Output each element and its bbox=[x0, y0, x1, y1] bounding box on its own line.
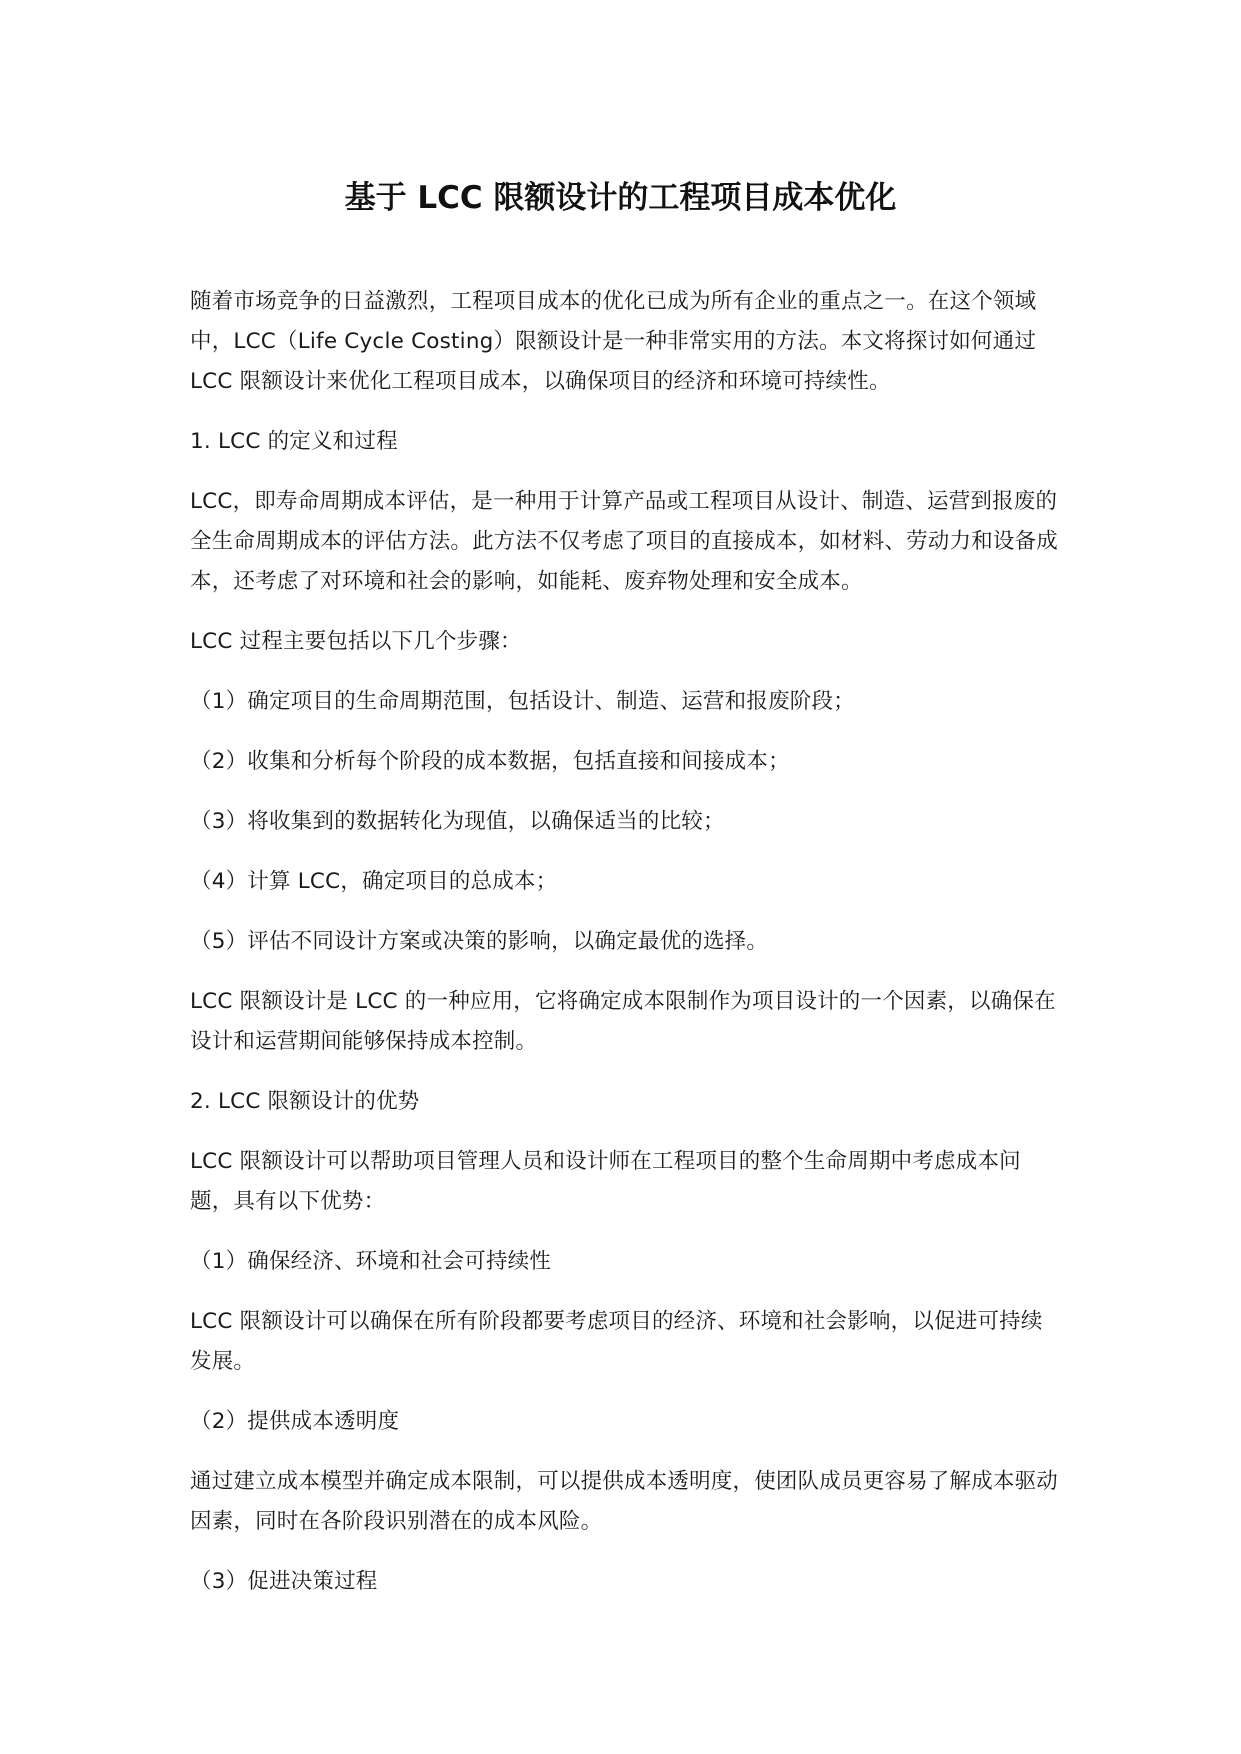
list-item: （4）计算 LCC，确定项目的总成本； bbox=[190, 869, 558, 894]
lcc-limit-design-paragraph: LCC 限额设计是 LCC 的一种应用，它将确定成本限制作为项目设计的一个因素，以确保在设计和运营期间能够保持成本控制。 bbox=[190, 989, 1056, 1054]
list-item: （1）确定项目的生命周期范围，包括设计、制造、运营和报废阶段； bbox=[190, 689, 855, 714]
advantages-intro-paragraph: LCC 限额设计可以帮助项目管理人员和设计师在工程项目的整个生命周期中考虑成本问题，具有以下优势： bbox=[190, 1149, 1021, 1214]
page-title: 基于 LCC 限额设计的工程项目成本优化 bbox=[344, 180, 897, 216]
advantage-heading-3: （3）促进决策过程 bbox=[190, 1569, 378, 1594]
list-item: （3）将收集到的数据转化为现值，以确保适当的比较； bbox=[190, 809, 725, 834]
advantage-heading-1: （1）确保经济、环境和社会可持续性 bbox=[190, 1249, 552, 1274]
intro-paragraph: 随着市场竞争的日益激烈，工程项目成本的优化已成为所有企业的重点之一。在这个领域中，LCC（Life Cycle Costing）限额设计是一种非常实用的方法。本文将探讨如何通过 LCC 限额设计来优化工程项目成本，以确保项目的经济和环境可持续性。 bbox=[190, 289, 1037, 394]
section-heading-1: 1. LCC 的定义和过程 bbox=[190, 429, 398, 454]
lcc-definition-paragraph: LCC，即寿命周期成本评估，是一种用于计算产品或工程项目从设计、制造、运营到报废的全生命周期成本的评估方法。此方法不仅考虑了项目的直接成本，如材料、劳动力和设备成本，还考虑了对环境和社会的影响，如能耗、废弃物处理和安全成本。 bbox=[190, 489, 1059, 594]
advantage-heading-2: （2）提供成本透明度 bbox=[190, 1409, 400, 1434]
advantage-text-2: 通过建立成本模型并确定成本限制，可以提供成本透明度，使团队成员更容易了解成本驱动因素，同时在各阶段识别潜在的成本风险。 bbox=[190, 1469, 1059, 1534]
section-heading-2: 2. LCC 限额设计的优势 bbox=[190, 1089, 420, 1114]
list-item: （2）收集和分析每个阶段的成本数据，包括直接和间接成本； bbox=[190, 749, 790, 774]
lcc-steps-intro: LCC 过程主要包括以下几个步骤： bbox=[190, 629, 522, 654]
list-item: （5）评估不同设计方案或决策的影响，以确定最优的选择。 bbox=[190, 929, 769, 954]
advantage-text-1: LCC 限额设计可以确保在所有阶段都要考虑项目的经济、环境和社会影响，以促进可持续发展。 bbox=[190, 1309, 1043, 1374]
document-body bbox=[190, 282, 1062, 1622]
